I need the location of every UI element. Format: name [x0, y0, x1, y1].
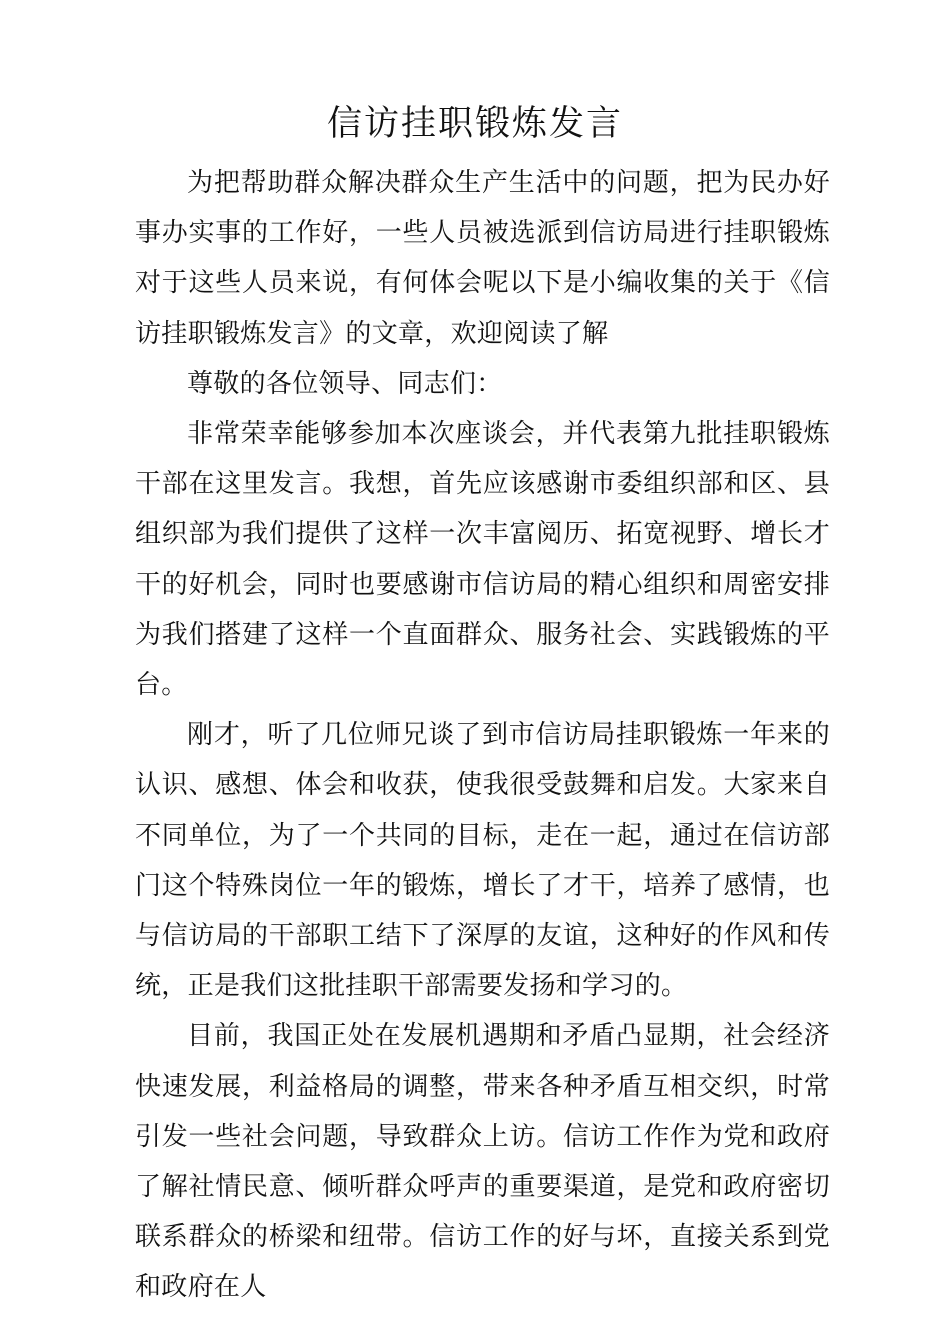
paragraph-salutation: 尊敬的各位领导、同志们： [187, 368, 503, 399]
paragraph-context: 目前，我国正处在发展机遇期和矛盾凸显期，社会经济快速发展，利益格局的调整，带来各种矛盾互相交织，时常引发一些社会问题，导致群众上访。信访工作作为党和政府了解社情民意、倾听群众呼声的重要渠道，是党和政府密切联系群众的桥梁和纽带。信访工作的好与坏，直接关系到党和政府在人 [135, 1021, 830, 1303]
document-title: 信访挂职锻炼发言 [326, 104, 623, 144]
paragraph-thanks: 非常荣幸能够参加本次座谈会，并代表第九批挂职锻炼干部在这里发言。我想，首先应该感谢市委组织部和区、县组织部为我们提供了这样一次丰富阅历、拓宽视野、增长才干的好机会，同时也要感谢市信访局的精心组织和周密安排为我们搭建了这样一个直面群众、服务社会、实践锻炼的平台。 [135, 419, 830, 701]
paragraph-impressions: 刚才，听了几位师兄谈了到市信访局挂职锻炼一年来的认识、感想、体会和收获，使我很受鼓舞和启发。大家来自不同单位，为了一个共同的目标，走在一起，通过在信访部门这个特殊岗位一年的锻炼，增长了才干，培养了感情，也与信访局的干部职工结下了深厚的友谊，这种好的作风和传统，正是我们这批挂职干部需要发扬和学习的。 [135, 720, 830, 1002]
document-body [135, 158, 830, 1313]
paragraph-intro: 为把帮助群众解决群众生产生活中的问题，把为民办好事办实事的工作好，一些人员被选派到信访局进行挂职锻炼对于这些人员来说，有何体会呢以下是小编收集的关于《信访挂职锻炼发言》的文章，欢迎阅读了解 [135, 168, 830, 349]
